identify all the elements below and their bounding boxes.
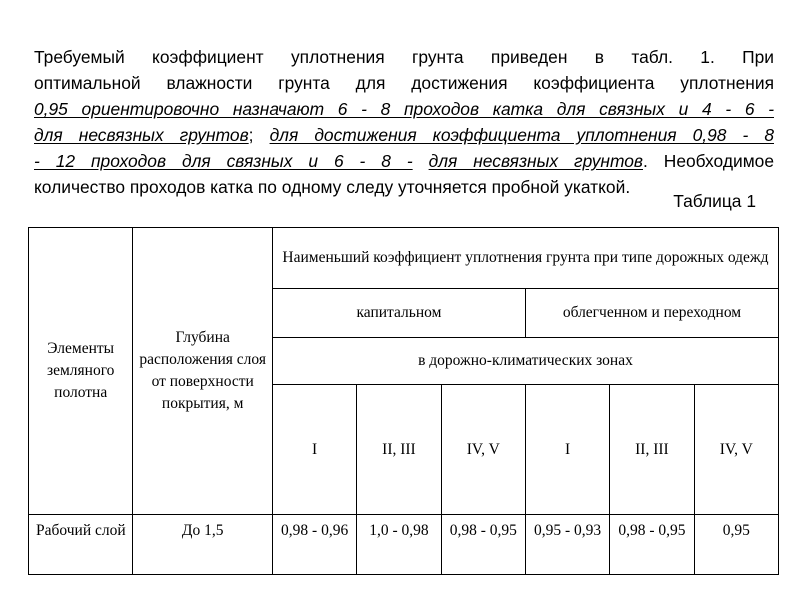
intro-emphasis: для несвязных грунтов [428,151,643,171]
header-row [29,228,779,289]
intro-text: . Необходимое [643,151,774,171]
value-cell: 1,0 - 0,98 [357,515,441,575]
intro-line [34,96,774,122]
depth-header: Глубина расположения слоя от поверхности покрытия, м [133,228,273,515]
intro-line: оптимальной влажности грунта для достижения коэффициента уплотнения [34,73,774,93]
capital-pavement-header: капитальном [272,289,525,338]
intro-separator: ; [248,125,270,145]
value-cell: 0,95 [694,515,778,575]
zones-header: в дорожно-климатических зонах [272,338,778,385]
element-cell: Рабочий слой [29,515,133,575]
intro-emphasis: 0,95 ориентировочно назначают 6 - 8 проходов катка для связных и 4 - 6 - [34,99,774,119]
intro-emphasis: для достижения коэффициента уплотнения 0,98 - 8 [269,125,774,145]
intro-space [413,151,429,171]
intro-emphasis: - 12 проходов для связных и 6 - 8 - [34,151,413,171]
elements-header: Элементы земляного полотна [29,228,133,515]
intro-paragraph [34,44,774,200]
light-pavement-header: облегченном и переходном [525,289,778,338]
zone-header: II, III [357,385,441,515]
intro-line: количество проходов катка по одному следу уточняется пробной укаткой. [34,177,631,197]
value-cell: 0,98 - 0,95 [610,515,694,575]
depth-cell: До 1,5 [133,515,273,575]
coefficient-header: Наименьший коэффициент уплотнения грунта при типе дорожных одежд [272,228,778,289]
zone-header: I [272,385,356,515]
value-cell: 0,98 - 0,95 [441,515,525,575]
zone-header: I [525,385,609,515]
zone-header: IV, V [441,385,525,515]
zone-header: IV, V [694,385,778,515]
compaction-table [28,227,779,575]
intro-line [34,148,774,174]
intro-line: Требуемый коэффициент уплотнения грунта приведен в табл. 1. При [34,47,774,67]
zone-header: II, III [610,385,694,515]
value-cell: 0,95 - 0,93 [525,515,609,575]
table-row [29,515,779,575]
intro-emphasis: для несвязных грунтов [34,125,249,145]
table-caption: Таблица 1 [673,191,756,211]
value-cell: 0,98 - 0,96 [272,515,356,575]
intro-line [34,122,774,148]
